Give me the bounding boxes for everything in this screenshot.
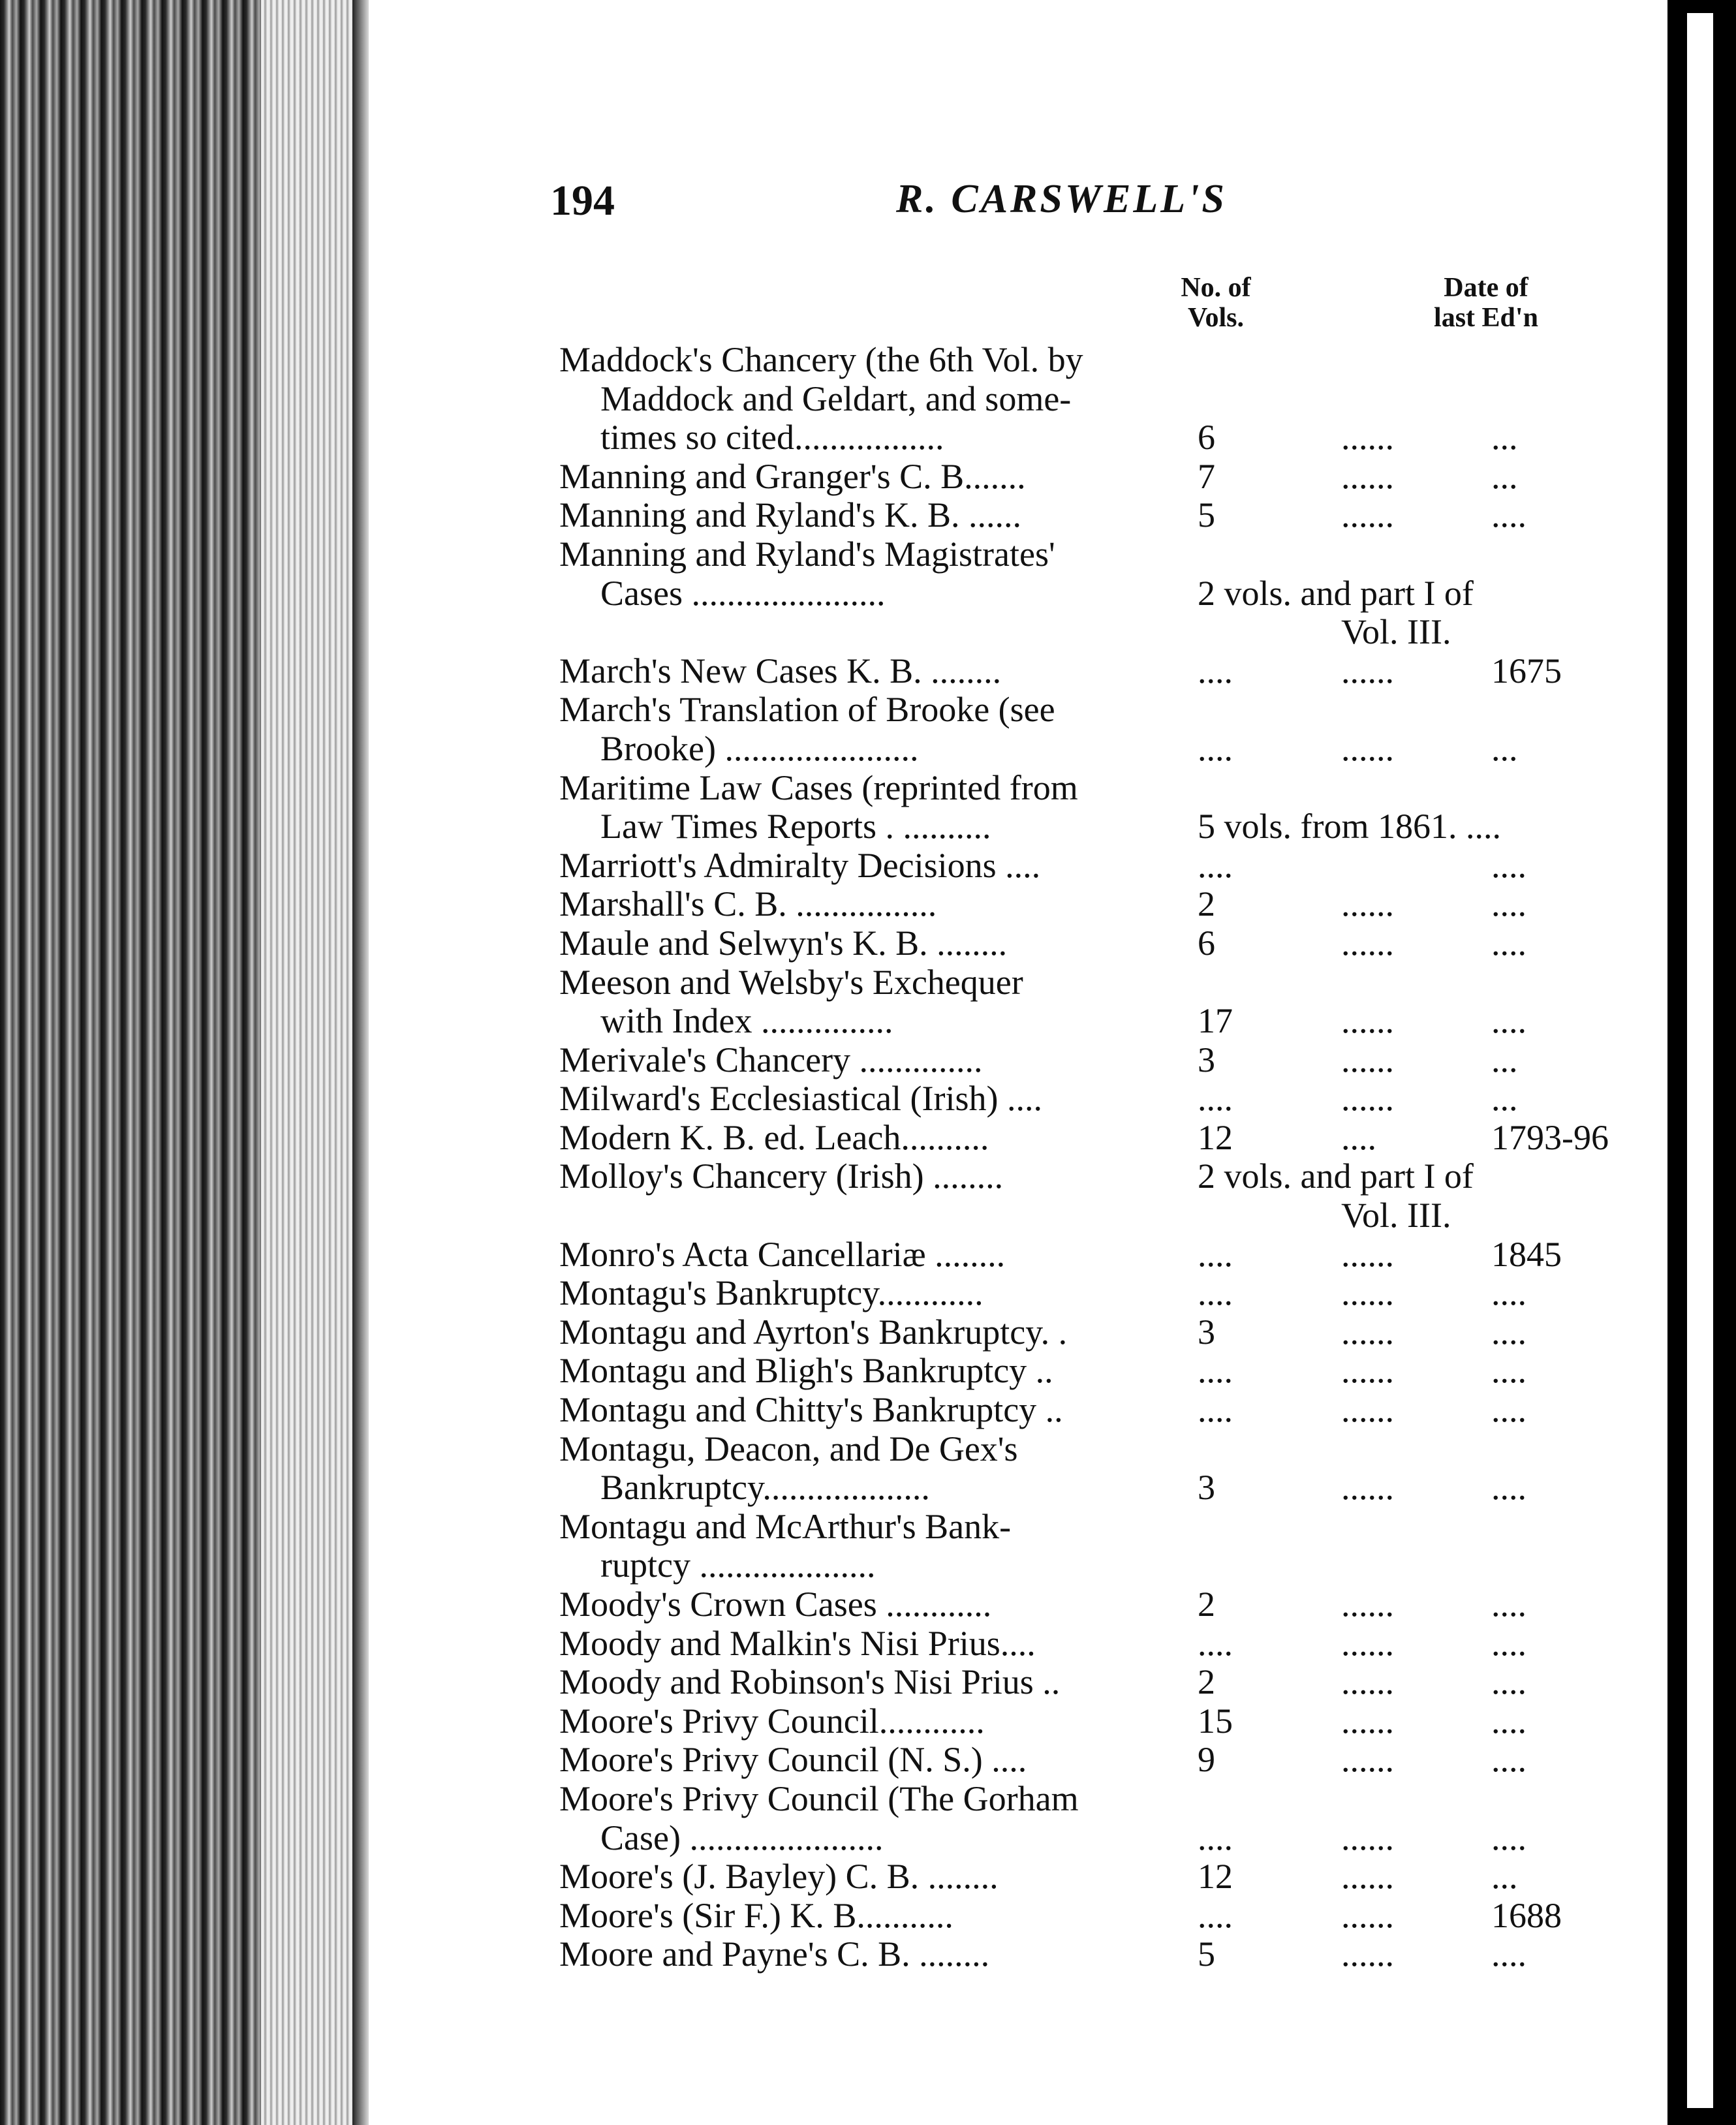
entry-dots: ...... — [1341, 651, 1394, 690]
entry-dots: ...... — [1341, 456, 1394, 496]
entry-dots: ...... — [1341, 1468, 1394, 1508]
list-item — [369, 652, 1667, 691]
entry-dots: .... — [1341, 1117, 1376, 1157]
entry-date: ... — [1491, 1079, 1518, 1119]
page-number: 194 — [550, 177, 615, 225]
entry-dots: ...... — [1341, 1740, 1394, 1780]
entry-vols: 2 — [1198, 1585, 1215, 1624]
list-item — [369, 1119, 1667, 1158]
entry-title: Bankruptcy................... — [600, 1468, 930, 1508]
list-item — [369, 1546, 1667, 1585]
entry-title: Moore's Privy Council (N. S.) .... — [559, 1740, 1027, 1780]
entry-date: ... — [1491, 418, 1518, 458]
entry-date: .... — [1491, 495, 1527, 535]
list-item — [369, 1702, 1667, 1741]
entry-title: Moore's (Sir F.) K. B........... — [559, 1895, 953, 1935]
list-item — [369, 613, 1667, 652]
entry-title: Maddock and Geldart, and some- — [600, 379, 1072, 418]
entry-title: Law Times Reports . .......... — [600, 807, 991, 846]
entry-date: ... — [1491, 728, 1518, 768]
entry-title: Moody's Crown Cases ............ — [559, 1585, 992, 1624]
entry-title: Case) ...................... — [600, 1818, 884, 1857]
entry-vols: 3 — [1198, 1040, 1215, 1079]
list-item — [369, 1274, 1667, 1313]
entry-title: Moore and Payne's C. B. ........ — [559, 1934, 990, 1974]
entry-date: .... — [1491, 1623, 1527, 1663]
entry-vols: 2 vols. and part I of — [1198, 1156, 1474, 1196]
entries-list — [369, 341, 1667, 1974]
entry-title: Meeson and Welsby's Exchequer — [559, 962, 1023, 1002]
list-item — [369, 846, 1667, 886]
entry-vols: .... — [1198, 1273, 1233, 1313]
entry-date: .... — [1491, 1001, 1527, 1041]
entry-title: Moore's Privy Council (The Gorham — [559, 1778, 1079, 1818]
entry-vols: 5 — [1198, 1934, 1215, 1974]
next-page-edge — [1687, 13, 1713, 2108]
list-item — [369, 496, 1667, 535]
entry-title: Montagu and Ayrton's Bankruptcy. . — [559, 1312, 1068, 1352]
entry-dots: ...... — [1341, 884, 1394, 924]
entry-title: Montagu, Deacon, and De Gex's — [559, 1429, 1018, 1468]
entry-title: Moody and Malkin's Nisi Prius.... — [559, 1623, 1036, 1663]
list-item — [369, 1819, 1667, 1858]
entry-date: .... — [1491, 884, 1527, 924]
entry-title: Brooke) ...................... — [600, 728, 919, 768]
entry-title: Manning and Ryland's K. B. ...... — [559, 495, 1022, 535]
entry-vols: 6 — [1198, 923, 1215, 963]
column-header-vols-text: No. of Vols. — [1181, 273, 1251, 333]
list-item — [369, 1624, 1667, 1664]
entry-dots: ...... — [1341, 1818, 1394, 1857]
entry-vols: 15 — [1198, 1701, 1233, 1741]
entry-title: Montagu and McArthur's Bank- — [559, 1506, 1012, 1546]
entry-title: Montagu's Bankruptcy............ — [559, 1273, 984, 1313]
entry-title: times so cited................. — [600, 418, 944, 458]
list-item — [369, 1663, 1667, 1702]
list-item — [369, 1585, 1667, 1624]
list-item — [369, 458, 1667, 497]
entry-vols: .... — [1198, 1818, 1233, 1857]
entry-vols: 2 — [1198, 884, 1215, 924]
page-stack — [261, 0, 365, 2125]
entry-vols: 12 — [1198, 1857, 1233, 1897]
entry-title: Merivale's Chancery .............. — [559, 1040, 983, 1079]
list-item — [369, 1935, 1667, 1974]
entry-title: with Index ............... — [600, 1001, 893, 1041]
entry-date: .... — [1491, 1585, 1527, 1624]
list-item — [369, 1002, 1667, 1041]
entry-vols: .... — [1198, 845, 1233, 885]
entry-title: Manning and Granger's C. B....... — [559, 456, 1026, 496]
entry-vols: .... — [1198, 1895, 1233, 1935]
book-page — [369, 0, 1667, 2125]
list-item — [369, 1468, 1667, 1508]
list-item — [369, 769, 1667, 808]
entry-dots: ...... — [1341, 1934, 1394, 1974]
list-item — [369, 690, 1667, 730]
entry-date: .... — [1491, 1273, 1527, 1313]
entry-dots: ...... — [1341, 923, 1394, 963]
list-item — [369, 730, 1667, 769]
entry-dots: Vol. III. — [1341, 612, 1451, 652]
list-item — [369, 341, 1667, 380]
entry-title: March's New Cases K. B. ........ — [559, 651, 1002, 690]
column-header-vols — [1164, 273, 1268, 333]
entry-date: .... — [1491, 845, 1527, 885]
entry-title: Cases ...................... — [600, 573, 886, 613]
entry-title: Milward's Ecclesiastical (Irish) .... — [559, 1079, 1042, 1119]
entry-date: 1845 — [1491, 1234, 1562, 1274]
entry-date: .... — [1491, 1351, 1527, 1391]
entry-title: Maddock's Chancery (the 6th Vol. by — [559, 340, 1083, 379]
list-item — [369, 1430, 1667, 1469]
list-item — [369, 1780, 1667, 1819]
entry-title: Marshall's C. B. ................ — [559, 884, 937, 924]
page-header — [369, 176, 1667, 228]
entry-vols: 3 — [1198, 1468, 1215, 1508]
list-item — [369, 963, 1667, 1002]
entry-dots: ...... — [1341, 1040, 1394, 1079]
running-title: R. CARSWELL'S — [896, 177, 1227, 221]
entry-date: .... — [1491, 1468, 1527, 1508]
entry-dots: ...... — [1341, 1701, 1394, 1741]
entry-vols: .... — [1198, 1623, 1233, 1663]
entry-dots: ...... — [1341, 1895, 1394, 1935]
entry-title: Marriott's Admiralty Decisions .... — [559, 845, 1041, 885]
list-item — [369, 1352, 1667, 1391]
entry-date: .... — [1491, 1390, 1527, 1430]
entry-vols: .... — [1198, 1079, 1233, 1119]
entry-vols: .... — [1198, 651, 1233, 690]
entry-date: .... — [1491, 1701, 1527, 1741]
entry-date: ... — [1491, 1040, 1518, 1079]
entry-dots: ...... — [1341, 1662, 1394, 1702]
entry-dots: ...... — [1341, 1390, 1394, 1430]
list-item — [369, 535, 1667, 574]
entry-title: Moore's Privy Council............ — [559, 1701, 985, 1741]
entry-title: Moore's (J. Bayley) C. B. ........ — [559, 1857, 999, 1897]
entry-title: ruptcy .................... — [600, 1545, 876, 1585]
entry-title: Montagu and Chitty's Bankruptcy .. — [559, 1390, 1063, 1430]
entry-dots: ...... — [1341, 728, 1394, 768]
column-header-date — [1414, 273, 1558, 333]
entry-dots: ...... — [1341, 1273, 1394, 1313]
entry-dots: ...... — [1341, 495, 1394, 535]
entry-vols: 7 — [1198, 456, 1215, 496]
entry-dots: ...... — [1341, 1079, 1394, 1119]
entry-vols: 5 vols. from 1861. .... — [1198, 807, 1501, 846]
entry-vols: 12 — [1198, 1117, 1233, 1157]
entry-vols: .... — [1198, 1390, 1233, 1430]
entry-title: Moody and Robinson's Nisi Prius .. — [559, 1662, 1061, 1702]
entry-vols: .... — [1198, 1234, 1233, 1274]
entry-dots: ...... — [1341, 1857, 1394, 1897]
entry-vols: 3 — [1198, 1312, 1215, 1352]
entry-dots: Vol. III. — [1341, 1196, 1451, 1235]
entry-vols: 17 — [1198, 1001, 1233, 1041]
entry-title: Manning and Ryland's Magistrates' — [559, 534, 1055, 574]
list-item — [369, 1196, 1667, 1235]
list-item — [369, 1508, 1667, 1547]
list-item — [369, 1897, 1667, 1936]
entry-title: Molloy's Chancery (Irish) ........ — [559, 1156, 1004, 1196]
entry-date: .... — [1491, 1312, 1527, 1352]
entry-dots: ...... — [1341, 1351, 1394, 1391]
entry-date: ... — [1491, 456, 1518, 496]
list-item — [369, 1079, 1667, 1119]
list-item — [369, 924, 1667, 963]
entry-title: Montagu and Bligh's Bankruptcy .. — [559, 1351, 1053, 1391]
entry-date: ... — [1491, 1857, 1518, 1897]
entry-date: 1793-96 — [1491, 1117, 1609, 1157]
entry-dots: ...... — [1341, 418, 1394, 458]
entry-vols: 2 — [1198, 1662, 1215, 1702]
entry-title: March's Translation of Brooke (see — [559, 690, 1055, 730]
entry-dots: ...... — [1341, 1312, 1394, 1352]
entry-vols: 2 vols. and part I of — [1198, 573, 1474, 613]
list-item — [369, 1157, 1667, 1196]
entry-date: .... — [1491, 1740, 1527, 1780]
entry-date: .... — [1491, 1818, 1527, 1857]
list-item — [369, 1857, 1667, 1897]
entry-vols: 5 — [1198, 495, 1215, 535]
entry-dots: ...... — [1341, 1234, 1394, 1274]
entry-date: .... — [1491, 1934, 1527, 1974]
list-item — [369, 574, 1667, 613]
entry-date: .... — [1491, 1662, 1527, 1702]
entry-vols: .... — [1198, 728, 1233, 768]
entry-dots: ...... — [1341, 1001, 1394, 1041]
entry-vols: .... — [1198, 1351, 1233, 1391]
list-item — [369, 1391, 1667, 1430]
list-item — [369, 1041, 1667, 1080]
list-item — [369, 418, 1667, 458]
entry-date: 1688 — [1491, 1895, 1562, 1935]
entry-title: Monro's Acta Cancellariæ ........ — [559, 1234, 1006, 1274]
entry-vols: 9 — [1198, 1740, 1215, 1780]
entry-title: Maule and Selwyn's K. B. ........ — [559, 923, 1008, 963]
list-item — [369, 380, 1667, 419]
list-item — [369, 807, 1667, 846]
entry-dots: ...... — [1341, 1585, 1394, 1624]
list-item — [369, 1313, 1667, 1352]
entry-date: 1675 — [1491, 651, 1562, 690]
entry-vols: 6 — [1198, 418, 1215, 458]
list-item — [369, 1235, 1667, 1275]
entry-dots: ...... — [1341, 1623, 1394, 1663]
entry-date: .... — [1491, 923, 1527, 963]
list-item — [369, 1741, 1667, 1780]
entry-title: Modern K. B. ed. Leach.......... — [559, 1117, 989, 1157]
entry-title: Maritime Law Cases (reprinted from — [559, 768, 1078, 807]
book-fore-edge — [0, 0, 287, 2125]
list-item — [369, 885, 1667, 924]
column-header-date-text: Date of last Ed'n — [1434, 273, 1538, 333]
